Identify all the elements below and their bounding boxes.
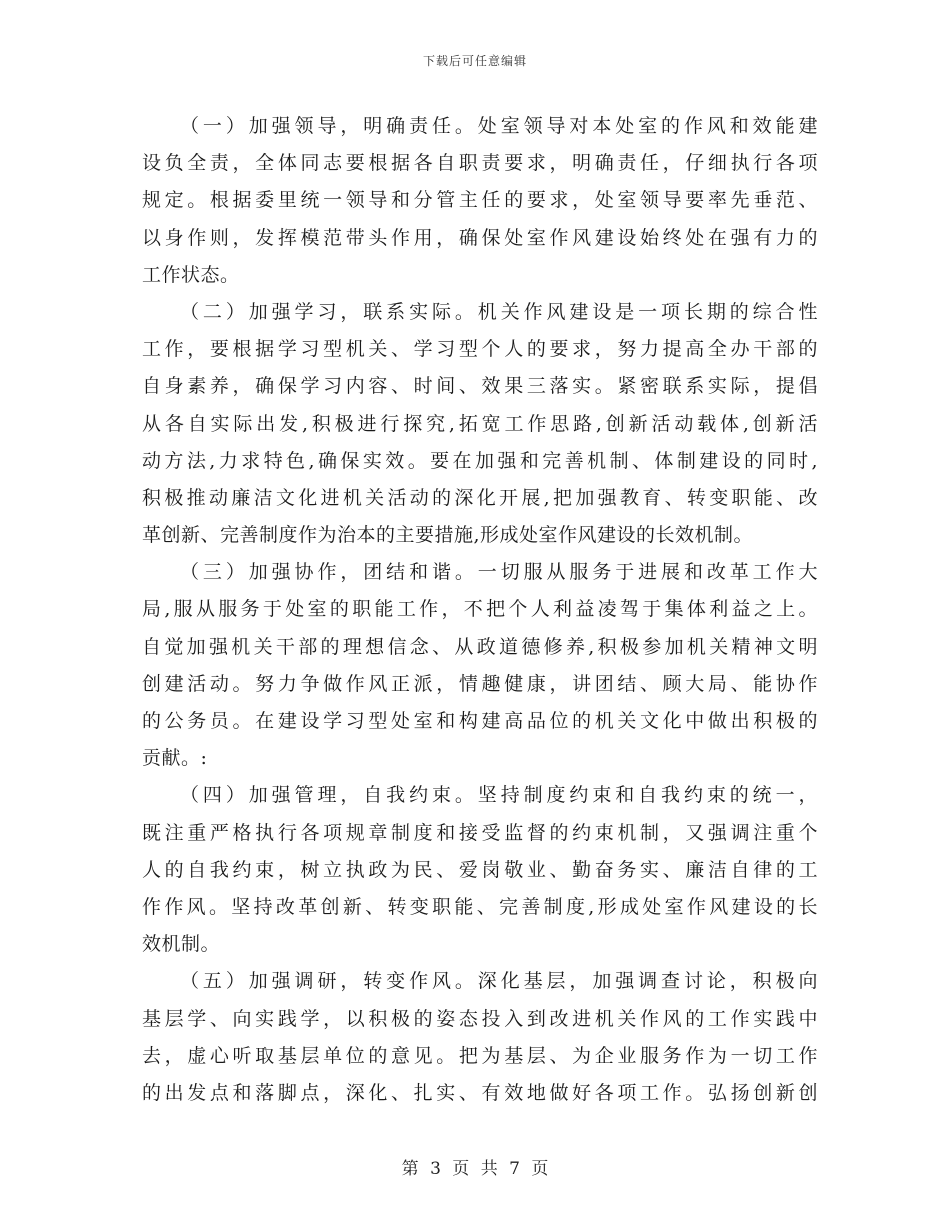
text-line: 规定。根据委里统一领导和分管主任的要求，处室领导要率先垂范、	[142, 189, 818, 212]
text-line: 自身素养，确保学习内容、时间、效果三落实。紧密联系实际，提倡	[142, 375, 818, 398]
text-line: 人的自我约束，树立执政为民、爱岗敬业、勤奋务实、廉洁自律的工	[142, 858, 818, 881]
text-line: 局,服从服务于处室的职能工作，不把个人利益凌驾于集体利益之上。	[142, 598, 818, 621]
text-line: 贡献。:	[142, 747, 208, 770]
text-line: 效机制。	[142, 933, 221, 956]
text-line: 基层学、向实践学，以积极的姿态投入到改进机关作风的工作实践中	[142, 1007, 818, 1030]
text-line: （五）加强调研，转变作风。深化基层，加强调查讨论，积极向	[180, 970, 818, 993]
text-line: （二）加强学习，联系实际。机关作风建设是一项长期的综合性	[180, 300, 818, 323]
page-number-footer: 第 3 页 共 7 页	[401, 1159, 549, 1179]
text-line: 既注重严格执行各项规章制度和接受监督的约束机制，又强调注重个	[142, 821, 818, 844]
text-line: （三）加强协作，团结和谐。一切服从服务于进展和改革工作大	[180, 561, 818, 584]
text-line: 的公务员。在建设学习型处室和构建高品位的机关文化中做出积极的	[142, 710, 818, 732]
text-line: 工作状态。	[142, 263, 240, 286]
text-line: 设负全责，全体同志要根据各自职责要求，明确责任，仔细执行各项	[142, 152, 818, 175]
text-line: 的出发点和落脚点，深化、扎实、有效地做好各项工作。弘扬创新创	[142, 1081, 818, 1104]
text-line: 创建活动。努力争做作风正派，情趣健康，讲团结、顾大局、能协作	[142, 672, 818, 695]
text-line: 去，虚心听取基层单位的意见。把为基层、为企业服务作为一切工作	[142, 1044, 818, 1067]
document-body	[142, 108, 818, 1112]
paragraph-3	[142, 554, 818, 777]
text-line: 自觉加强机关干部的理想信念、从政道德修养,积极参加机关精神文明	[142, 635, 818, 658]
page-header-note: 下载后可任意编辑	[422, 54, 527, 68]
paragraph-1	[142, 108, 818, 294]
text-line: 从各自实际出发,积极进行探究,拓宽工作思路,创新活动载体,创新活	[142, 412, 818, 435]
text-line: 以身作则，发挥模范带头作用，确保处室作风建设始终处在强有力的	[142, 226, 818, 249]
text-line: （一）加强领导，明确责任。处室领导对本处室的作风和效能建	[180, 115, 818, 137]
paragraph-5	[142, 963, 818, 1112]
paragraph-4	[142, 777, 818, 963]
text-line: 作作风。坚持改革创新、转变职能、完善制度,形成处室作风建设的长	[142, 895, 818, 918]
text-line: 工作，要根据学习型机关、学习型个人的要求，努力提高全办干部的	[142, 338, 818, 361]
text-line: （四）加强管理，自我约束。坚持制度约束和自我约束的统一，	[180, 784, 818, 807]
text-line: 积极推动廉洁文化进机关活动的深化开展,把加强教育、转变职能、改	[142, 486, 818, 509]
text-line: 动方法,力求特色,确保实效。要在加强和完善机制、体制建设的同时,	[142, 449, 818, 472]
text-line: 革创新、完善制度作为治本的主要措施,形成处室作风建设的长效机制。	[142, 524, 754, 547]
paragraph-2	[142, 294, 818, 554]
